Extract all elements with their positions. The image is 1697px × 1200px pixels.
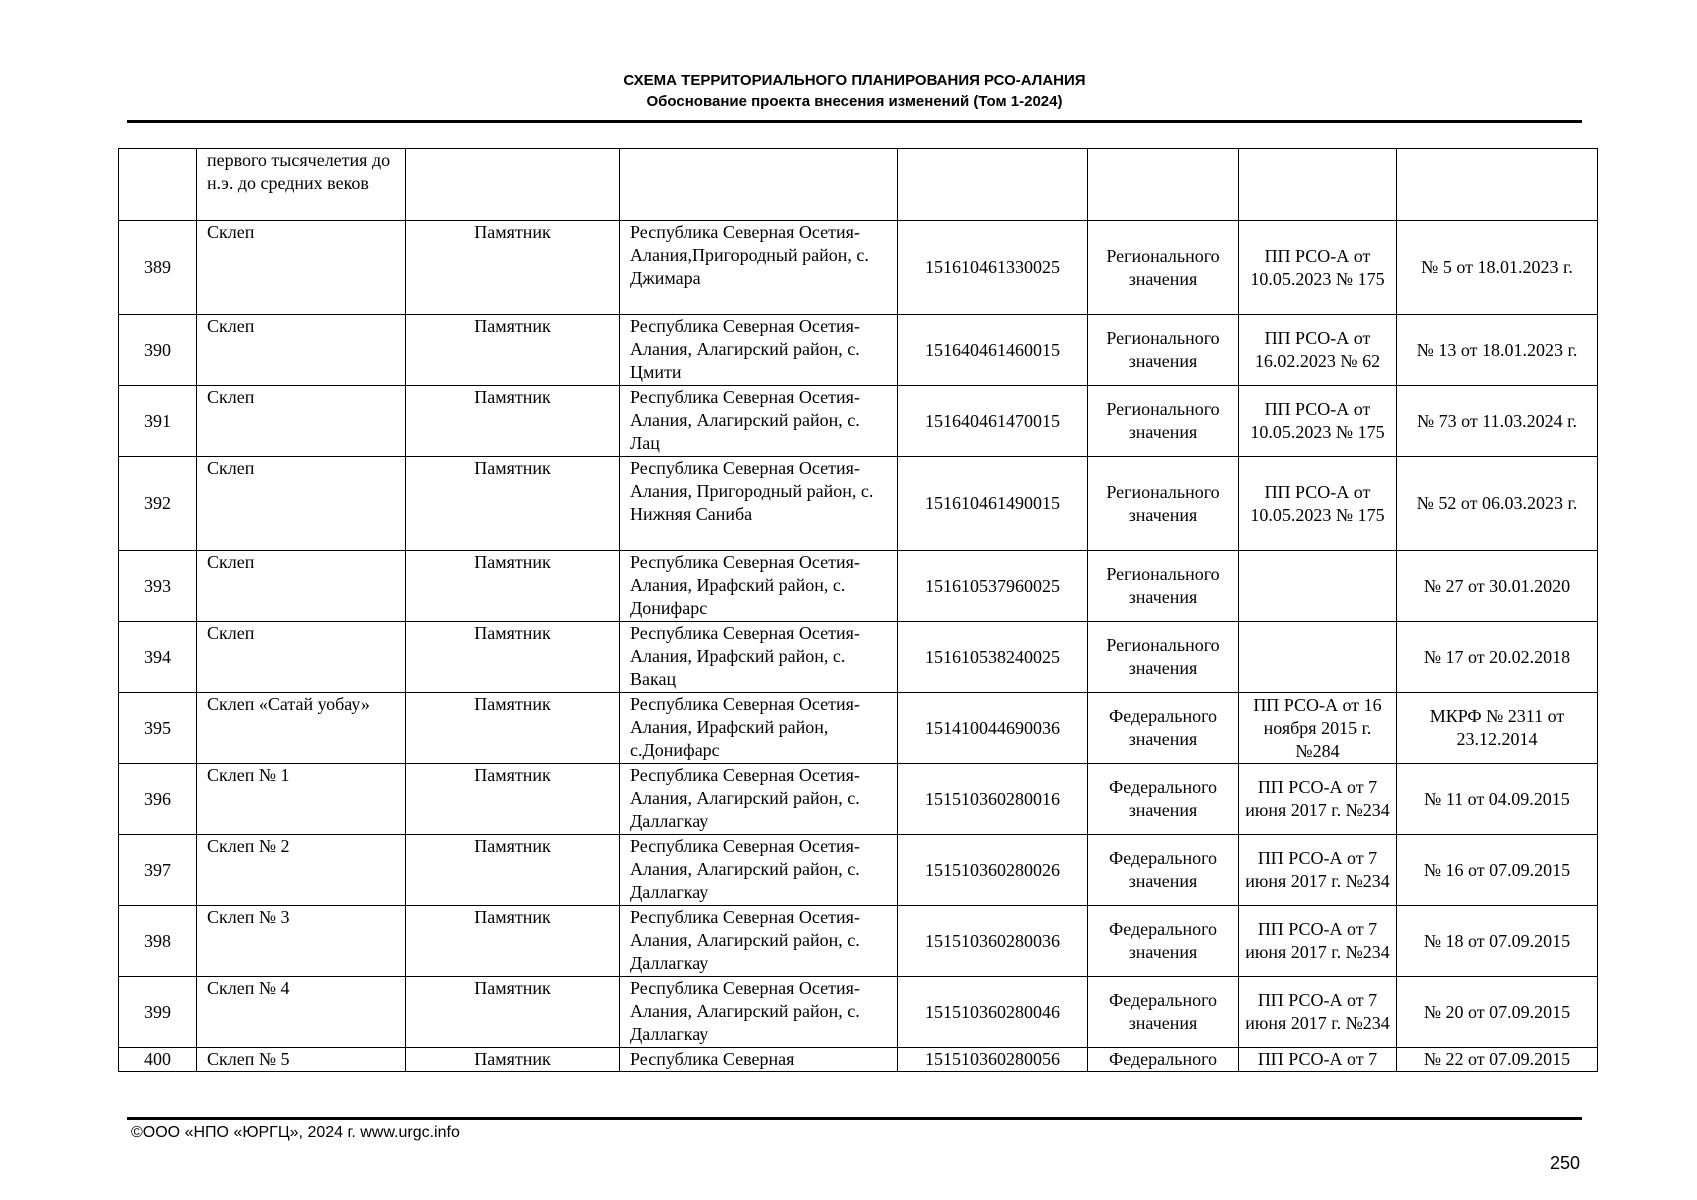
cell-address: Республика Северная Осетия-Алания, Алагирский район, с. Цмити: [620, 315, 898, 386]
table-row: [119, 764, 1598, 835]
cell-id: 151510360280056: [898, 1048, 1088, 1072]
cell-doc: ПП РСО-А от 7: [1239, 1048, 1397, 1072]
cell-category: Регионального значения: [1088, 315, 1239, 386]
cell-type: Памятник: [406, 457, 620, 551]
cell-id: 151610461330025: [898, 221, 1088, 315]
cell-reg: № 73 от 11.03.2024 г.: [1397, 386, 1598, 457]
cell-num: 394: [119, 622, 197, 693]
cell-name: Склеп: [197, 386, 406, 457]
cell-name: Склеп: [197, 315, 406, 386]
cell-category: Федерального значения: [1088, 693, 1239, 764]
cell-category: Федерального значения: [1088, 764, 1239, 835]
table-row-continuation: [119, 149, 1598, 221]
cell-address: Республика Северная Осетия-Алания,Пригородный район, с. Джимара: [620, 221, 898, 315]
cell-reg: [1397, 149, 1598, 221]
cell-id: 151510360280046: [898, 977, 1088, 1048]
table-body: [119, 149, 1598, 1072]
cell-num: 395: [119, 693, 197, 764]
cell-name: Склеп № 1: [197, 764, 406, 835]
footer-divider: [127, 1117, 1582, 1120]
cell-num: [119, 149, 197, 221]
cell-name: Склеп № 2: [197, 835, 406, 906]
cell-name: Склеп № 4: [197, 977, 406, 1048]
cell-doc: ПП РСО-А от 7 июня 2017 г. №234: [1239, 835, 1397, 906]
cell-doc: [1239, 551, 1397, 622]
cell-doc: [1239, 622, 1397, 693]
cell-doc: ПП РСО-А от 10.05.2023 № 175: [1239, 386, 1397, 457]
table-row: [119, 386, 1598, 457]
table-row: [119, 693, 1598, 764]
cell-category: Федерального: [1088, 1048, 1239, 1072]
cell-id: 151640461470015: [898, 386, 1088, 457]
cell-num: 399: [119, 977, 197, 1048]
table-row: [119, 977, 1598, 1048]
cell-name: Склеп «Сатай уобау»: [197, 693, 406, 764]
table-row: [119, 221, 1598, 315]
cell-reg: № 18 от 07.09.2015: [1397, 906, 1598, 977]
cell-address: Республика Северная Осетия-Алания, Алагирский район, с. Даллагкау: [620, 764, 898, 835]
cell-type: [406, 149, 620, 221]
cell-address: Республика Северная Осетия-Алания, Алагирский район, с. Даллагкау: [620, 906, 898, 977]
cell-name: первого тысячелетия до н.э. до средних веков: [197, 149, 406, 221]
cell-id: 151510360280026: [898, 835, 1088, 906]
cell-category: Регионального значения: [1088, 221, 1239, 315]
cell-type: Памятник: [406, 906, 620, 977]
cell-reg: № 5 от 18.01.2023 г.: [1397, 221, 1598, 315]
table-row: [119, 1048, 1598, 1072]
cell-reg: № 27 от 30.01.2020: [1397, 551, 1598, 622]
cell-name: Склеп: [197, 457, 406, 551]
page-number: 250: [1549, 1153, 1580, 1173]
cell-reg: № 11 от 04.09.2015: [1397, 764, 1598, 835]
cell-doc: ПП РСО-А от 16 ноября 2015 г. №284: [1239, 693, 1397, 764]
cell-address: Республика Северная Осетия-Алания, Пригородный район, с. Нижняя Саниба: [620, 457, 898, 551]
cell-name: Склеп: [197, 221, 406, 315]
document-header: [127, 70, 1582, 112]
table-row: [119, 622, 1598, 693]
cell-num: 393: [119, 551, 197, 622]
cell-id: 151610461490015: [898, 457, 1088, 551]
cell-reg: № 13 от 18.01.2023 г.: [1397, 315, 1598, 386]
cell-category: Регионального значения: [1088, 551, 1239, 622]
cell-reg: МКРФ № 2311 от 23.12.2014: [1397, 693, 1598, 764]
cell-id: 151610537960025: [898, 551, 1088, 622]
cell-num: 400: [119, 1048, 197, 1072]
cell-num: 397: [119, 835, 197, 906]
cell-type: Памятник: [406, 693, 620, 764]
cell-address: Республика Северная: [620, 1048, 898, 1072]
cell-address: Республика Северная Осетия-Алания, Алагирский район, с. Лац: [620, 386, 898, 457]
cell-doc: [1239, 149, 1397, 221]
cell-num: 391: [119, 386, 197, 457]
cell-type: Памятник: [406, 1048, 620, 1072]
cell-address: Республика Северная Осетия-Алания, Алагирский район, с. Даллагкау: [620, 977, 898, 1048]
cell-reg: № 22 от 07.09.2015: [1397, 1048, 1598, 1072]
header-title: СХЕМА ТЕРРИТОРИАЛЬНОГО ПЛАНИРОВАНИЯ РСО-АЛАНИЯ: [623, 72, 1086, 89]
cell-address: [620, 149, 898, 221]
cell-type: Памятник: [406, 764, 620, 835]
table-row: [119, 835, 1598, 906]
cell-category: Федерального значения: [1088, 835, 1239, 906]
cell-name: Склеп: [197, 551, 406, 622]
cell-reg: № 52 от 06.03.2023 г.: [1397, 457, 1598, 551]
table-row: [119, 906, 1598, 977]
cell-category: [1088, 149, 1239, 221]
cell-id: 151640461460015: [898, 315, 1088, 386]
cell-doc: ПП РСО-А от 16.02.2023 № 62: [1239, 315, 1397, 386]
cell-type: Памятник: [406, 221, 620, 315]
cell-id: 151510360280016: [898, 764, 1088, 835]
cell-category: Регионального значения: [1088, 622, 1239, 693]
cell-type: Памятник: [406, 977, 620, 1048]
table-row: [119, 551, 1598, 622]
cell-num: 390: [119, 315, 197, 386]
cell-num: 398: [119, 906, 197, 977]
header-divider: [127, 120, 1582, 123]
cell-type: Памятник: [406, 622, 620, 693]
cell-id: 151410044690036: [898, 693, 1088, 764]
cell-category: Регионального значения: [1088, 386, 1239, 457]
cell-id: 151610538240025: [898, 622, 1088, 693]
cell-name: Склеп № 3: [197, 906, 406, 977]
table-row: [119, 315, 1598, 386]
cell-name: Склеп № 5: [197, 1048, 406, 1072]
cell-num: 392: [119, 457, 197, 551]
cell-reg: № 17 от 20.02.2018: [1397, 622, 1598, 693]
cell-address: Республика Северная Осетия-Алания, Ирафский район, с.Донифарс: [620, 693, 898, 764]
cell-id: [898, 149, 1088, 221]
cell-doc: ПП РСО-А от 10.05.2023 № 175: [1239, 221, 1397, 315]
cell-doc: ПП РСО-А от 7 июня 2017 г. №234: [1239, 977, 1397, 1048]
cell-name: Склеп: [197, 622, 406, 693]
cell-doc: ПП РСО-А от 7 июня 2017 г. №234: [1239, 906, 1397, 977]
cell-reg: № 20 от 07.09.2015: [1397, 977, 1598, 1048]
cell-address: Республика Северная Осетия-Алания, Ирафский район, с. Вакац: [620, 622, 898, 693]
cell-doc: ПП РСО-А от 10.05.2023 № 175: [1239, 457, 1397, 551]
cell-id: 151510360280036: [898, 906, 1088, 977]
footer-copyright[interactable]: ©ООО «НПО «ЮРГЦ», 2024 г. www.urgc.info: [131, 1124, 460, 1141]
cell-type: Памятник: [406, 551, 620, 622]
table-row: [119, 457, 1598, 551]
header-subtitle: Обоснование проекта внесения изменений (Том 1-2024): [646, 93, 1063, 110]
cell-reg: № 16 от 07.09.2015: [1397, 835, 1598, 906]
monuments-table: [118, 148, 1598, 1072]
cell-num: 396: [119, 764, 197, 835]
cell-category: Федерального значения: [1088, 977, 1239, 1048]
cell-type: Памятник: [406, 386, 620, 457]
monuments-table-container: [118, 148, 1598, 1072]
cell-category: Регионального значения: [1088, 457, 1239, 551]
cell-doc: ПП РСО-А от 7 июня 2017 г. №234: [1239, 764, 1397, 835]
cell-category: Федерального значения: [1088, 906, 1239, 977]
cell-num: 389: [119, 221, 197, 315]
cell-address: Республика Северная Осетия-Алания, Ирафский район, с. Донифарс: [620, 551, 898, 622]
cell-type: Памятник: [406, 835, 620, 906]
cell-address: Республика Северная Осетия-Алания, Алагирский район, с. Даллагкау: [620, 835, 898, 906]
cell-type: Памятник: [406, 315, 620, 386]
